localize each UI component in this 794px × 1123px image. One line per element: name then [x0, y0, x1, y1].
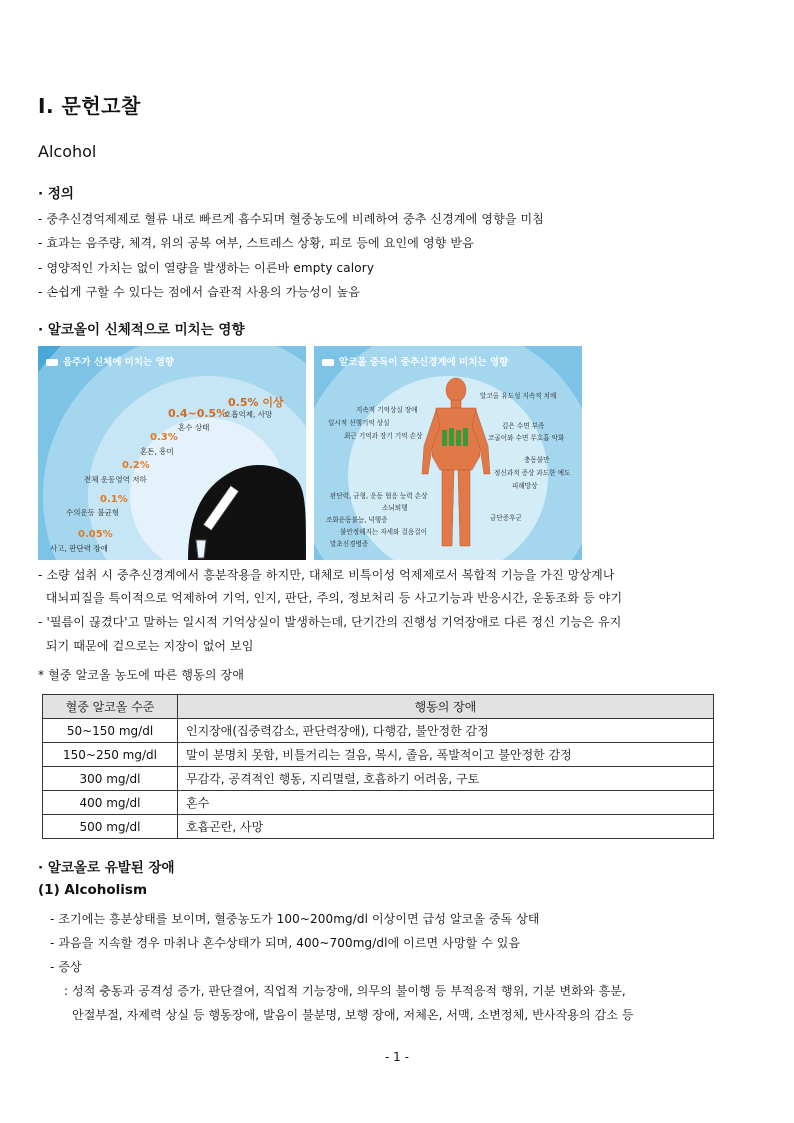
level-desc: 호흡억제, 사망 [224, 410, 273, 419]
level-desc: 수의운동 불균형 [66, 508, 120, 517]
annotation: 코골이와 수면 무호흡 악화 [488, 434, 565, 442]
definition-item: - 영양적인 가치는 없이 열량을 발생하는 이른바 empty calory [38, 261, 375, 275]
table-cell-impairment: 말이 분명치 못함, 비틀거리는 걸음, 복시, 졸음, 폭발적이고 불안정한 감정 [178, 743, 714, 767]
annotation: 정신과적 증상 과도한 예도 [494, 469, 571, 477]
alcohol-effects-image [38, 346, 306, 560]
table-row [43, 743, 714, 767]
level-desc: 사고, 판단력 장애 [50, 544, 108, 553]
annotation: 알코올 유도성 지속적 치매 [480, 392, 557, 400]
table-cell-level: 500 mg/dl [43, 815, 178, 839]
annotation: 판단력, 균형, 운동 협응 능력 손상 [330, 492, 428, 500]
table-header-row [43, 695, 714, 719]
annotation: 피해망상 [512, 482, 538, 490]
level-desc: 혼수 상태 [178, 423, 210, 432]
definition-item: - 중추신경억제제로 혈류 내로 빠르게 흡수되며 혈중농도에 비례하여 중추 신경계에 영향을 미침 [38, 212, 545, 226]
section-subtitle: Alcohol [38, 142, 97, 161]
effects-heading: · 알코올이 신체적으로 미치는 영향 [38, 322, 245, 338]
symptoms-line: 안절부절, 자제력 상실 등 행동장애, 발음이 불분명, 보행 장애, 저체온, 서맥, 소변정체, 반사작용의 감소 등 [72, 1008, 634, 1022]
level-pct: 0.1% [100, 494, 128, 505]
disorders-heading: · 알코올로 유발된 장애 [38, 860, 175, 876]
definition-item: - 손쉽게 구할 수 있다는 점에서 습관적 사용의 가능성이 높음 [38, 285, 360, 299]
table-caption: * 혈중 알코올 농도에 따른 행동의 장애 [38, 668, 245, 682]
annotation: 소뇌퇴행 [382, 504, 408, 512]
annotation: 깊은 수면 부족 [502, 422, 545, 430]
table-cell-level: 300 mg/dl [43, 767, 178, 791]
hand-icon [46, 359, 58, 366]
disorders-item: - 과음을 지속할 경우 마취나 혼수상태가 되며, 400~700mg/dl에 이르면 사망할 수 있음 [50, 936, 521, 950]
table-row [43, 815, 714, 839]
left-image-title: 음주가 신체에 미치는 영향 [46, 354, 174, 368]
effects-item: - '필름이 끊겼다'고 말하는 일시적 기억상실이 발생하는데, 단기간의 진행성 기억장애로 다른 정신 기능은 유지 [38, 615, 622, 629]
table-row [43, 791, 714, 815]
level-pct: 0.05% [78, 529, 113, 540]
symptoms-line: : 성적 충동과 공격성 증가, 판단결여, 직업적 기능장애, 의무의 불이행 등 부적응적 행위, 기분 변화와 흥분, [64, 984, 626, 998]
disorders-item: - 조기에는 흥분상태를 보이며, 혈중농도가 100~200mg/dl 이상이면 급성 알코올 중독 상태 [50, 912, 540, 926]
right-image-title: 알코올 중독이 중추신경계에 미치는 영향 [322, 354, 508, 368]
annotation: 충동불만 [524, 456, 550, 464]
table-row [43, 719, 714, 743]
table-cell-level: 150~250 mg/dl [43, 743, 178, 767]
table-cell-impairment: 혼수 [178, 791, 714, 815]
table-row [43, 767, 714, 791]
table-cell-impairment: 호흡곤란, 사망 [178, 815, 714, 839]
definition-item: - 효과는 음주량, 체격, 위의 공복 여부, 스트레스 상황, 피로 등에 요인에 영향 받음 [38, 236, 474, 250]
annotation: 일시적 선행기억 상실 [328, 419, 390, 427]
annotation: 지속적 기억상실 장애 [356, 406, 418, 414]
column-header: 행동의 장애 [178, 695, 714, 719]
effects-item: 되기 때문에 겉으로는 지장이 없어 보임 [38, 639, 254, 653]
page-title: Ⅰ. 문헌고찰 [38, 94, 141, 118]
annotation: 말초신경병증 [330, 540, 369, 548]
annotation: 금단증후군 [490, 514, 522, 522]
table-cell-level: 400 mg/dl [43, 791, 178, 815]
table-cell-impairment: 무감각, 공격적인 행동, 지리멸렬, 호흡하기 어려움, 구토 [178, 767, 714, 791]
cns-effects-image [314, 346, 582, 560]
level-pct: 0.2% [122, 460, 150, 471]
definition-heading: · 정의 [38, 186, 74, 202]
disorders-item: - 증상 [50, 960, 82, 974]
annotation: 불안정해지는 자세와 걸음걸이 [340, 528, 427, 536]
annotation: 최근 기억과 장기 기억 손상 [344, 432, 423, 440]
level-pct: 0.3% [150, 432, 178, 443]
level-pct: 0.5% 이상 [228, 396, 284, 409]
effects-item: - 소량 섭취 시 중추신경계에서 흥분작용을 하지만, 대체로 비특이성 억제제로서 복합적 기능을 가진 망상계나 [38, 568, 615, 582]
annotation: 조화운동불능, 넉행증 [326, 516, 388, 524]
hand-icon [322, 359, 334, 366]
page-number: - 1 - [385, 1050, 409, 1064]
level-pct: 0.4~0.5% [168, 407, 228, 420]
level-desc: 혼돈, 흥미 [140, 447, 174, 456]
effects-item: 대뇌피질을 특이적으로 억제하여 기억, 인지, 판단, 주의, 정보처리 등 사고기능과 반응시간, 운동조화 등 야기 [38, 591, 623, 605]
impairment-table [42, 694, 714, 839]
level-desc: 전체 운동영역 저하 [84, 475, 147, 484]
table-cell-level: 50~150 mg/dl [43, 719, 178, 743]
column-header: 혈중 알코올 수준 [43, 695, 178, 719]
alcoholism-heading: (1) Alcoholism [38, 882, 148, 898]
table-cell-impairment: 인지장애(집중력감소, 판단력장애), 다행감, 불안정한 감정 [178, 719, 714, 743]
